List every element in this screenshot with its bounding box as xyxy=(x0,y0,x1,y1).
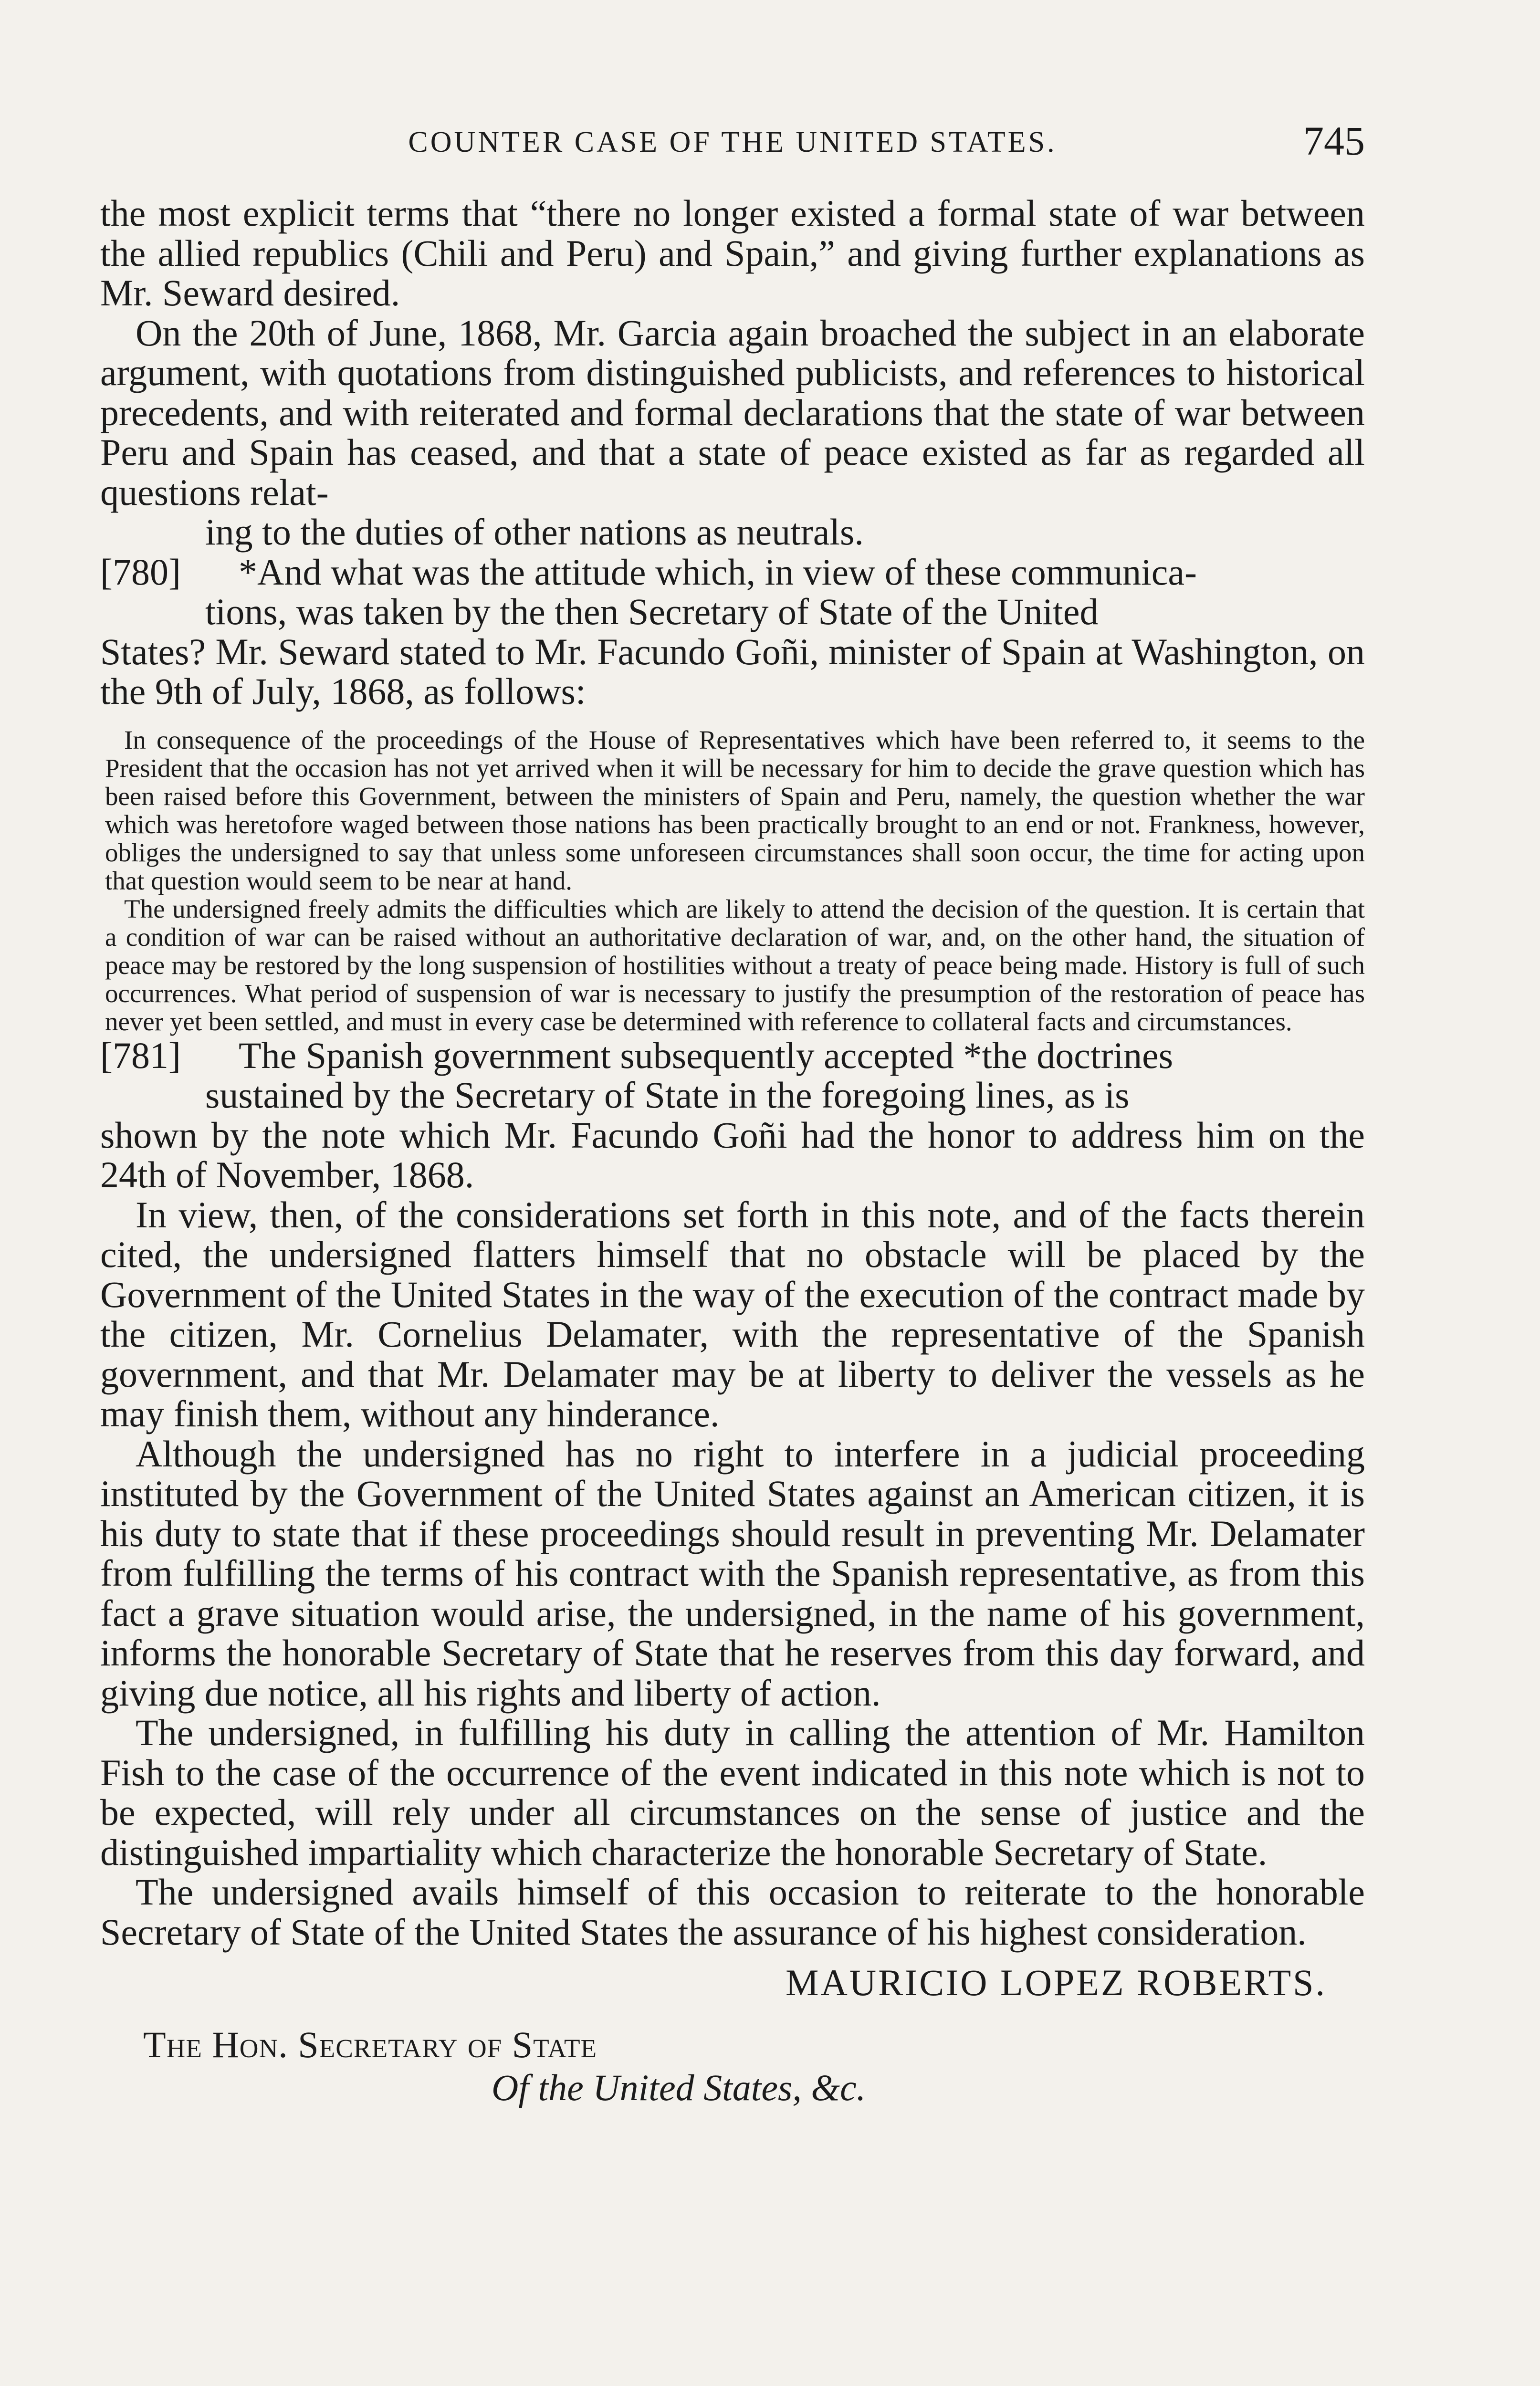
signature: MAURICIO LOPEZ ROBERTS. xyxy=(786,1962,1327,2003)
paragraph-fulfilling: The undersigned, in fulfilling his duty in calling the attention of Mr. Hamilton Fish to the case of the occurrence of the event indicated in this note which is not to be expected, will rely under all circumstances on the sense of justice and the distinguished impartiality which characterize the honorable Secretary of State. xyxy=(100,1712,1365,1873)
section-780-tail: tions, was taken by the then Secretary of State of the United xyxy=(205,591,1099,632)
address-line-2: Of the United States, &c. xyxy=(492,2067,866,2108)
body-text xyxy=(100,193,1365,2109)
paragraph-continuation: the most explicit terms that “there no longer existed a formal state of war between the allied republics (Chili and Peru) and Spain,” and giving further explanations as Mr. Seward desired. xyxy=(100,192,1365,314)
section-marker-781: [781] xyxy=(100,1034,181,1076)
section-781-rest: shown by the note which Mr. Facundo Goñi had the honor to address him on the 24th of November, 1868. xyxy=(100,1114,1365,1195)
section-marker-780: [780] xyxy=(100,551,181,593)
quoted-paragraph-2: The undersigned freely admits the difficulties which are likely to attend the decision of the question. It is certain that a condition of war can be raised without an authoritative declaration of war, and, on the other hand, the situation of peace may be restored by the long suspension of hostilities without a treaty of peace being made. History is full of such occurrences. What period of suspension of war is necessary to justify the presumption of the restoration of peace has never yet been settled, and must in every case be determined with reference to collateral facts and circumstances. xyxy=(105,894,1365,1036)
section-780-first-line xyxy=(100,552,1365,592)
paragraph-garcia: On the 20th of June, 1868, Mr. Garcia again broached the subject in an elaborate argument, with quotations from distinguished publicists, and references to historical precedents, and with reiterated and formal declarations that the state of war between Peru and Spain has ceased, and that a state of peace existed as far as regarded all questions relat- xyxy=(100,312,1365,513)
section-781-tail: sustained by the Secretary of State in the foregoing lines, as is xyxy=(205,1074,1130,1116)
page-number: 745 xyxy=(1303,118,1365,164)
address-line-1: The Hon. Secretary of State xyxy=(143,2024,597,2065)
running-title: COUNTER CASE OF THE UNITED STATES. xyxy=(408,126,1057,158)
paragraph-although: Although the undersigned has no right to interfere in a judicial proceeding instituted by the Government of the United States against an American citizen, it is his duty to state that if these proceedings should result in preventing Mr. Delamater from fulfilling the terms of his contract with the Spanish representative, as from this fact a grave situation would arise, the undersigned, in the name of his government, informs the honorable Secretary of State that he reserves from this day forward, and giving due notice, all his rights and liberty of action. xyxy=(100,1433,1365,1714)
paragraph-garcia-tail: ing to the duties of other nations as neutrals. xyxy=(205,511,864,553)
paragraph-in-view: In view, then, of the considerations set forth in this note, and of the facts therein cited, the undersigned flatters himself that no obstacle will be placed by the Government of the United States in the way of the execution of the contract made by the citizen, Mr. Cornelius Delamater, with the representative of the Spanish government, and that Mr. Delamater may be at liberty to deliver the vessels as he may finish them, without any hinderance. xyxy=(100,1193,1365,1434)
section-780-first-text: *And what was the attitude which, in view of these communica- xyxy=(239,551,1197,593)
section-780-rest: States? Mr. Seward stated to Mr. Facundo Goñi, minister of Spain at Washington, on the 9th of July, 1868, as follows: xyxy=(100,630,1365,712)
page-header xyxy=(100,117,1365,169)
address-block xyxy=(100,2023,1365,2109)
quoted-paragraph-1: In consequence of the proceedings of the House of Representatives which have been referred to, it seems to the President that the occasion has not yet arrived when it will be necessary for him to decide the grave question which has been raised before this Government, between the ministers of Spain and Peru, namely, the question whether the war which was heretofore waged between those nations has been practically brought to an end or not. Frankness, however, obliges the undersigned to say that unless some unforeseen circumstances shall soon occur, the time for acting upon that question would seem to be near at hand. xyxy=(105,725,1365,895)
section-781-first-line xyxy=(100,1036,1365,1076)
section-781-first-text: The Spanish government subsequently accepted *the doctrines xyxy=(239,1034,1173,1076)
paragraph-closing: The undersigned avails himself of this occasion to reiterate to the honorable Secretary of State of the United States the assurance of his highest consideration. xyxy=(100,1871,1365,1953)
